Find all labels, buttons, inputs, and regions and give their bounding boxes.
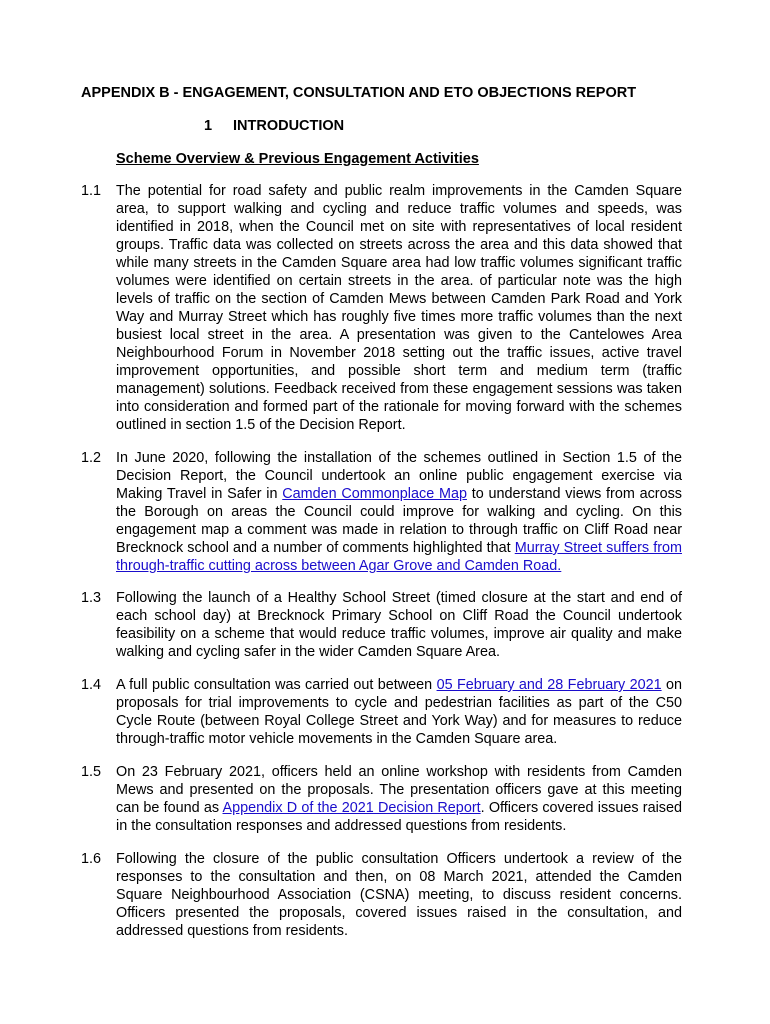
paragraph-text-run: The potential for road safety and public realm improvements in the Camden Square area, to support walking and cycling and reduce traffic volumes and speeds, was identified in 2018, when the Council met on site with representatives of local resident groups. Traffic data was collected on streets across the area and this data showed that while many streets in the Camden Square area had low traffic volumes significant traffic volumes were identified on certain streets in the area. of particular note was the high levels of traffic on the section of Camden Mews between Camden Park Road and York Way and Murray Street which has roughly five times more traffic volumes than the next busiest local street in the area. A presentation was given to the Cantelowes Area Neighbourhood Forum in November 2018 setting out the traffic issues, active travel improvement opportunities, and possible short term and medium term (traffic management) solutions. Feedback received from these engagement sessions was taken into consideration and formed part of the rationale for moving forward with the schemes outlined in section 1.5 of the Decision Report.: [116, 183, 682, 433]
paragraph-text-run: to understand views from across the Borough on areas the Council could improve for walking and cycling. On this engagement map a comment was made in relation to through traffic on Cliff Road near Brecknock school and a number of comments highlighted that: [116, 486, 682, 556]
paragraph-number: 1.4: [81, 677, 102, 693]
paragraph-1-5: [81, 763, 682, 835]
paragraph-1-6: [81, 850, 682, 940]
paragraph-number: 1.2: [81, 450, 102, 466]
paragraph-text-run: On 23 February 2021, officers held an online workshop with residents from Camden Mews and presented on the proposals. The presentation officers gave at this meeting can be found as: [116, 764, 682, 816]
paragraph-text: [116, 676, 682, 748]
section-heading: [204, 117, 344, 135]
paragraph-number: 1.6: [81, 851, 102, 867]
murray-street-comment-link[interactable]: Murray Street suffers from through-traffic cutting across between Agar Grove and Camden Road.: [116, 540, 682, 574]
paragraph-text: [116, 449, 682, 575]
paragraph-1-4: [81, 676, 682, 748]
paragraph-number: 1.1: [81, 183, 102, 199]
paragraph-text-run: Following the closure of the public consultation Officers undertook a review of the responses to the consultation and then, on 08 March 2021, attended the Camden Square Neighbourhood Association (CSNA) meeting, to discuss resident concerns. Officers presented the proposals, covered issues raised in the consultation, and addressed questions from residents.: [116, 851, 682, 939]
paragraph-text-run: In June 2020, following the installation of the schemes outlined in Section 1.5 of the Decision Report, the Council undertook an online public engagement exercise via Making Travel in Safer in: [116, 450, 682, 502]
paragraph-text: [116, 763, 682, 835]
paragraph-text-run: Following the launch of a Healthy School Street (timed closure at the start and end of each school day) at Brecknock Primary School on Cliff Road the Council undertook feasibility on a scheme that would reduce traffic volumes, improve air quality and make walking and cycling safer in the wider Camden Square Area.: [116, 590, 682, 660]
sub-heading: Scheme Overview & Previous Engagement Activities: [116, 151, 479, 167]
paragraph-1-2: [81, 449, 682, 575]
camden-commonplace-map-link[interactable]: Camden Commonplace Map: [282, 486, 467, 502]
paragraph-number: 1.3: [81, 590, 102, 606]
paragraph-number: 1.5: [81, 764, 102, 780]
paragraph-text-run: . Officers covered issues raised in the consultation responses and addressed questions from residents.: [116, 800, 682, 834]
section-title: INTRODUCTION: [233, 118, 345, 134]
document-title: APPENDIX B - ENGAGEMENT, CONSULTATION AND ETO OBJECTIONS REPORT: [81, 85, 637, 101]
paragraph-1-3: [81, 589, 682, 661]
paragraph-1-1: [81, 182, 682, 434]
paragraph-text-run: A full public consultation was carried out between: [116, 677, 437, 693]
paragraph-text: [116, 182, 682, 434]
paragraph-text-run: on proposals for trial improvements to cycle and pedestrian facilities as part of the C50 Cycle Route (between Royal College Street and York Way) and for measures to reduce through-traffic motor vehicle movements in the Camden Square area.: [116, 677, 683, 747]
section-number: 1: [204, 118, 213, 134]
paragraph-text: [116, 850, 682, 940]
consultation-dates-link[interactable]: 05 February and 28 February 2021: [436, 677, 662, 693]
paragraph-text: [116, 589, 682, 661]
appendix-d-decision-report-link[interactable]: Appendix D of the 2021 Decision Report: [222, 800, 481, 816]
